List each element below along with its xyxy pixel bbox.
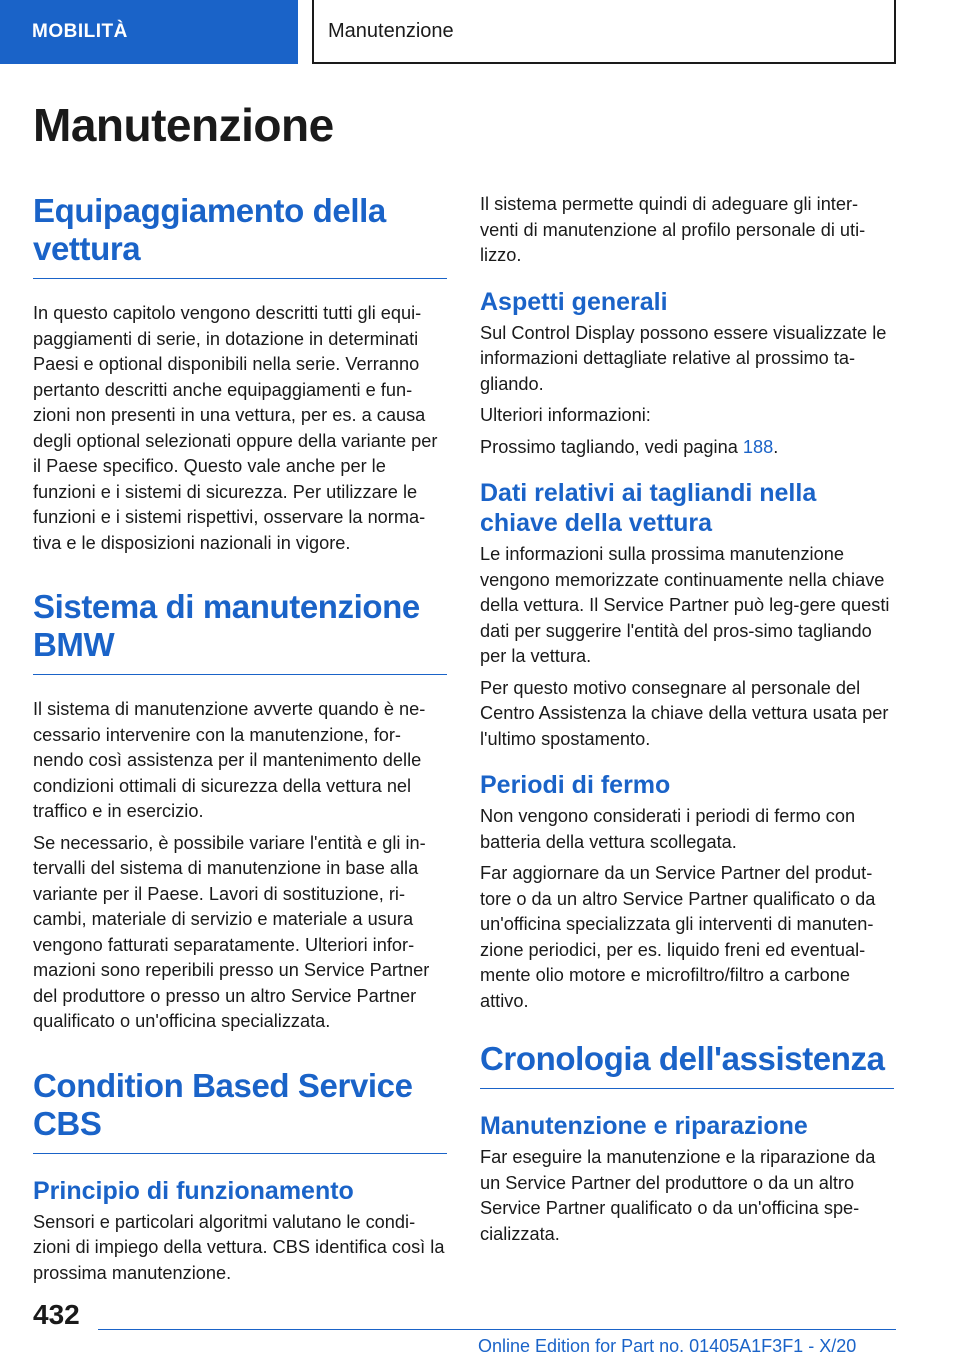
heading-equipaggiamento: Equipaggiamento della vettura	[33, 192, 447, 279]
paragraph-fermo-1: Non vengono considerati i periodi di fermo con batteria della vettura scollegata.	[480, 806, 856, 852]
page-number: 432	[33, 1299, 80, 1330]
subheading-aspetti-generali: Aspetti generali	[480, 287, 668, 316]
paragraph-aspetti-2: Ulteriori informazioni:	[480, 405, 651, 425]
subheading-manutenzione-riparazione: Manutenzione e riparazione	[480, 1112, 808, 1140]
section-header-label: Manutenzione	[328, 19, 454, 42]
paragraph-dati-1: Le informazioni sulla prossima manutenzione vengono memorizzate continuamente nella chiave della vettura. Il Service Partner può leg-gere questi dati per suggerire l'entità del pros-simo tagliando per la vettura.	[480, 544, 890, 666]
paragraph-principio: Sensori e particolari algoritmi valutano le condi-zioni di impiego della vettura. CBS identifica così la prossima manutenzione.	[33, 1211, 445, 1283]
paragraph-profilo: Il sistema permette quindi di adeguare gli inter-venti di manutenzione al profilo personale di uti-lizzo.	[480, 194, 866, 265]
paragraph-sistema-1: Il sistema di manutenzione avverte quando è ne-cessario intervenire con la manutenzione, for-nendo così assistenza per il mantenimento delle condizioni ottimali di sicurezza della vettura nel traffico e in esercizio.	[33, 699, 426, 821]
paragraph-fermo-2: Far aggiornare da un Service Partner del produt-tore o da un altro Service Partner qualificato o da un'officina specializzata gli interventi di manuten-zione periodici, per es. liquido freni ed eventual-mente olio motore e microfiltro/filtro a carbone attivo.	[480, 863, 876, 1011]
footer-divider	[98, 1329, 896, 1330]
section-header	[312, 0, 896, 64]
page-link-188[interactable]: 188	[742, 436, 774, 457]
paragraph-aspetti-1: Sul Control Display possono essere visualizzate le informazioni dettagliate relative al prossimo ta-gliando.	[480, 322, 887, 394]
right-column	[480, 192, 894, 1253]
heading-cbs: Condition Based Service CBS	[33, 1067, 447, 1154]
subheading-principio: Principio di funzionamento	[33, 1176, 354, 1205]
heading-sistema-manutenzione: Sistema di manutenzione BMW	[33, 588, 447, 675]
paragraph-aspetti-3	[480, 435, 894, 461]
footer-edition: Online Edition for Part no. 01405A1F3F1 - X/20	[478, 1336, 857, 1356]
subheading-periodi-fermo: Periodi di fermo	[480, 771, 671, 799]
paragraph-sistema-2: Se necessario, è possibile variare l'entità e gli in-tervalli del sistema di manutenzione in base alla variante per il Paese. Lavori di sostituzione, ri-cambi, materiale di servizio e materiale a usura vengono fatturati separatamente. Ulteriori infor-mazioni sono reperibili presso un Service Partner del produttore o presso un altro Service Partner qualificato o un'officina specializzata.	[33, 832, 430, 1031]
paragraph-manutenzione-riparazione: Far eseguire la manutenzione e la riparazione da un Service Partner del produttore o da un altro Service Partner qualificato o da un'officina spe-cializzata.	[480, 1147, 876, 1244]
text-prossimo-tagliando: Prossimo tagliando, vedi pagina	[480, 436, 743, 457]
paragraph-dati-2: Per questo motivo consegnare al personale del Centro Assistenza la chiave della vettura usata per l'ultimo spostamento.	[480, 677, 889, 749]
subheading-dati-tagliandi: Dati relativi ai tagliandi nella chiave della vettura	[480, 479, 817, 537]
heading-cronologia: Cronologia dell'assistenza	[480, 1040, 894, 1089]
chapter-tab-label: MOBILITÀ	[32, 21, 128, 42]
left-column	[33, 192, 447, 1292]
paragraph-equipaggiamento: In questo capitolo vengono descritti tutti gli equi-paggiamenti di serie, in dotazione in determinati Paesi e optional disponibili nella serie. Verranno pertanto descritti anche equipaggiamenti e fun-zioni non presenti in una vettura, per es. a causa degli optional selezionati oppure della variante per il Paese specifico. Questo vale anche per le funzioni e i sistemi di sicurezza. Per utilizzare le funzioni e i sistemi rispettivi, osservare la norma-tiva e le disposizioni nazionali in vigore.	[33, 303, 438, 553]
text-period: .	[773, 436, 779, 457]
page-title: Manutenzione	[33, 99, 334, 151]
chapter-tab[interactable]	[0, 0, 298, 64]
